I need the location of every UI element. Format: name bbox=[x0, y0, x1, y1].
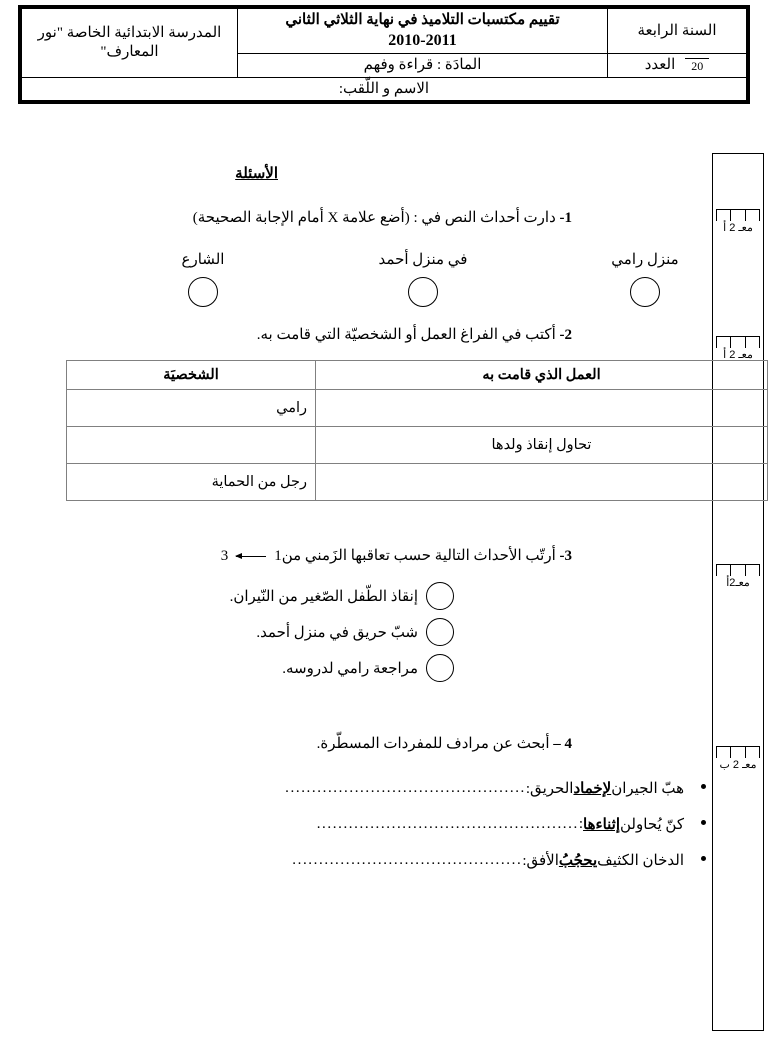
sequence-label: إنقاذ الطّفل الصّغير من النّيران. bbox=[229, 588, 418, 605]
vocab-text-after: الأفق: bbox=[522, 852, 559, 869]
vocab-text-before: الدخان الكثيف bbox=[597, 852, 684, 869]
exam-header-table bbox=[18, 5, 750, 104]
subject-cell: المادَة : قراءة وفهم bbox=[238, 53, 608, 77]
question-1-text: دارت أحداث النص في : (أضع علامة X أمام الإجابة الصحيحة) bbox=[192, 210, 556, 226]
option-label: منزل رامي bbox=[611, 252, 679, 268]
question-2 bbox=[257, 325, 572, 344]
criterion-label: معـ 2 أ bbox=[723, 349, 753, 361]
table-row bbox=[67, 390, 768, 427]
option-label: في منزل أحمد bbox=[378, 252, 468, 268]
criterion-label: معـ 2 أ bbox=[723, 222, 753, 234]
question-4-items bbox=[66, 770, 758, 878]
vocab-text-before: كنّ يُحاولن bbox=[620, 816, 684, 833]
question-1-options bbox=[66, 250, 758, 320]
sequence-item[interactable] bbox=[66, 578, 758, 614]
vocab-item bbox=[66, 806, 758, 842]
sequence-item[interactable] bbox=[66, 614, 758, 650]
option-ahmed-house[interactable] bbox=[348, 250, 498, 307]
question-3-number: 3- bbox=[559, 548, 572, 564]
option-circle[interactable] bbox=[630, 277, 660, 307]
cell-person[interactable] bbox=[67, 427, 316, 464]
table-row bbox=[22, 9, 747, 54]
header-table bbox=[21, 8, 747, 101]
mark-fraction bbox=[685, 58, 709, 72]
sequence-to: 3 bbox=[220, 548, 229, 564]
page-title: الأسئلة bbox=[235, 166, 278, 182]
sequence-item[interactable] bbox=[66, 650, 758, 686]
answer-blank[interactable]: ................................................. bbox=[316, 815, 579, 832]
sequence-circle[interactable] bbox=[426, 618, 454, 646]
vocab-underlined-word: لإخماد bbox=[573, 780, 612, 797]
option-circle[interactable] bbox=[408, 277, 438, 307]
criterion-label: معـ2أ bbox=[726, 577, 750, 589]
school-name-cell: المدرسة الابتدائية الخاصة "نور المعارف" bbox=[22, 9, 238, 78]
exam-title-cell bbox=[238, 9, 608, 54]
question-2-number: 2- bbox=[559, 327, 572, 343]
sequence-label: مراجعة رامي لدروسه. bbox=[282, 660, 418, 677]
questions-sheet bbox=[66, 150, 758, 1030]
mark-cell bbox=[608, 53, 747, 77]
column-header-person: الشخصيَة bbox=[67, 361, 316, 390]
vocab-text-after: : bbox=[578, 815, 584, 832]
cell-action[interactable] bbox=[316, 464, 768, 501]
question-3 bbox=[221, 546, 572, 565]
vocab-text-before: هبّ الجيران bbox=[611, 780, 684, 797]
option-street[interactable] bbox=[128, 250, 278, 307]
option-circle[interactable] bbox=[188, 277, 218, 307]
criterion-label: معـ 2 ب bbox=[719, 759, 757, 771]
answer-blank[interactable]: ........................................... bbox=[292, 851, 523, 868]
question-4-text: أبحث عن مرادف للمفردات المسطّرة. bbox=[316, 736, 550, 752]
sequence-circle[interactable] bbox=[426, 654, 454, 682]
vocab-item bbox=[66, 842, 758, 878]
cell-action[interactable] bbox=[316, 390, 768, 427]
cell-person[interactable]: رامي bbox=[67, 390, 316, 427]
mark-label: العدد bbox=[644, 56, 676, 73]
answer-blank[interactable]: ............................................. bbox=[285, 779, 526, 796]
column-header-action: العمل الذي قامت به bbox=[316, 361, 768, 390]
sequence-circle[interactable] bbox=[426, 582, 454, 610]
question-3-items bbox=[66, 578, 758, 686]
table-row bbox=[22, 77, 747, 101]
vocab-underlined-word: يحجُبُ bbox=[558, 852, 598, 869]
sequence-label: شبّ حريق في منزل أحمد. bbox=[256, 624, 418, 641]
characters-actions-table bbox=[66, 360, 768, 501]
question-4-number: 4 – bbox=[553, 736, 572, 752]
table-row bbox=[67, 427, 768, 464]
exam-title-text: تقييم مكتسبات التلاميذ في نهاية الثلاثي الثاني bbox=[285, 12, 560, 28]
table-header-row bbox=[67, 361, 768, 390]
vocab-underlined-word: إثناءها bbox=[583, 816, 621, 833]
bullet-icon bbox=[701, 856, 706, 861]
school-year-text: 2010-2011 bbox=[388, 31, 457, 49]
question-2-text: أكتب في الفراغ العمل أو الشخصيّة التي قامت به. bbox=[256, 327, 556, 343]
option-rami-house[interactable] bbox=[570, 250, 720, 307]
question-4 bbox=[317, 734, 572, 753]
student-name-field[interactable]: الاسم و اللّقب: bbox=[22, 77, 747, 101]
cell-action[interactable]: تحاول إنقاذ ولدها bbox=[316, 427, 768, 464]
bullet-icon bbox=[701, 784, 706, 789]
left-arrow-icon bbox=[234, 556, 268, 557]
sequence-from: 1 bbox=[274, 548, 282, 564]
vocab-text-after: الحريق: bbox=[525, 780, 574, 797]
question-1-number: 1- bbox=[559, 210, 572, 226]
question-3-text: أرتّب الأحداث التالية حسب تعاقبها الزَمني من bbox=[281, 548, 556, 564]
table-row bbox=[67, 464, 768, 501]
cell-person[interactable]: رجل من الحماية bbox=[67, 464, 316, 501]
grade-cell: السنة الرابعة bbox=[608, 9, 747, 54]
bullet-icon bbox=[701, 820, 706, 825]
mark-denominator: 20 bbox=[691, 59, 704, 74]
question-1 bbox=[193, 208, 572, 227]
option-label: الشارع bbox=[181, 252, 225, 268]
vocab-item bbox=[66, 770, 758, 806]
